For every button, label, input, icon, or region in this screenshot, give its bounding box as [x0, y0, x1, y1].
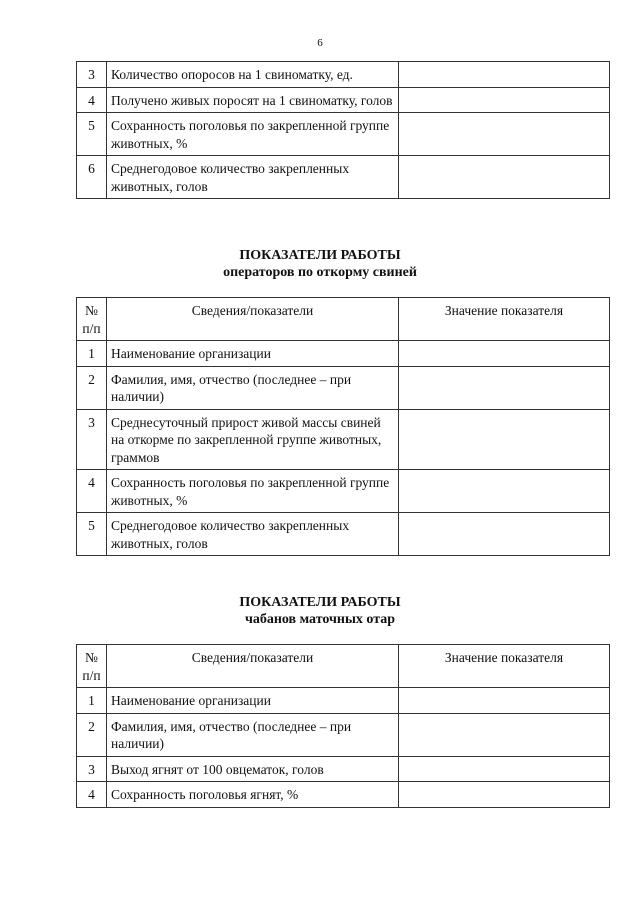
indicator-text: Среднегодовое количество закрепленных животных, голов: [107, 156, 399, 199]
section-subtitle: чабанов маточных отар: [244, 612, 396, 627]
indicator-value-cell[interactable]: [399, 756, 610, 782]
table-row: [77, 513, 610, 556]
row-number: 2: [77, 366, 107, 409]
table-header-row: [77, 645, 610, 688]
row-number: 4: [77, 470, 107, 513]
table-row: [77, 341, 610, 367]
row-number: 6: [77, 156, 107, 199]
row-number: 1: [77, 341, 107, 367]
indicator-value-cell[interactable]: [399, 62, 610, 88]
indicator-text: Сохранность поголовья по закрепленной группе животных, %: [107, 113, 399, 156]
indicator-value-cell[interactable]: [399, 782, 610, 808]
indicator-text: Количество опоросов на 1 свиноматку, ед.: [107, 62, 399, 88]
row-number: 5: [77, 113, 107, 156]
indicator-text: Наименование организации: [107, 688, 399, 714]
section-heading-fattening: [0, 247, 640, 281]
section-heading-shepherds: [0, 594, 640, 628]
column-header-value: Значение показателя: [399, 645, 610, 688]
indicator-value-cell[interactable]: [399, 156, 610, 199]
indicator-value-cell[interactable]: [399, 87, 610, 113]
column-header-info: Сведения/показатели: [107, 298, 399, 341]
indicator-value-cell[interactable]: [399, 366, 610, 409]
table-row: [77, 113, 610, 156]
table-shepherd-indicators: [76, 644, 610, 808]
table-row: [77, 87, 610, 113]
row-number: 3: [77, 756, 107, 782]
indicator-text: Среднесуточный прирост живой массы свиней на откорме по закрепленной группе животных, граммов: [107, 409, 399, 470]
row-number: 2: [77, 713, 107, 756]
section-subtitle: операторов по откорму свиней: [223, 265, 417, 280]
row-number: 5: [77, 513, 107, 556]
table-row: [77, 756, 610, 782]
table-row: [77, 366, 610, 409]
indicator-value-cell[interactable]: [399, 113, 610, 156]
table-row: [77, 713, 610, 756]
indicator-text: Наименование организации: [107, 341, 399, 367]
indicator-text: Среднегодовое количество закрепленных животных, голов: [107, 513, 399, 556]
indicator-value-cell[interactable]: [399, 688, 610, 714]
indicator-text: Получено живых поросят на 1 свиноматку, голов: [107, 87, 399, 113]
table-row: [77, 409, 610, 470]
table-row: [77, 688, 610, 714]
indicator-value-cell[interactable]: [399, 470, 610, 513]
column-header-number: № п/п: [77, 645, 107, 688]
indicator-value-cell[interactable]: [399, 341, 610, 367]
table-row: [77, 156, 610, 199]
row-number: 4: [77, 87, 107, 113]
indicator-text: Фамилия, имя, отчество (последнее – при наличии): [107, 366, 399, 409]
table-row: [77, 470, 610, 513]
table-sow-indicators-continued: [76, 61, 610, 199]
row-number: 1: [77, 688, 107, 714]
table-row: [77, 62, 610, 88]
column-header-info: Сведения/показатели: [107, 645, 399, 688]
indicator-value-cell[interactable]: [399, 713, 610, 756]
table-fattening-indicators: [76, 297, 610, 556]
section-title: ПОКАЗАТЕЛИ РАБОТЫ: [239, 248, 401, 263]
row-number: 4: [77, 782, 107, 808]
table-row: [77, 782, 610, 808]
indicator-value-cell[interactable]: [399, 409, 610, 470]
column-header-number: № п/п: [77, 298, 107, 341]
row-number: 3: [77, 62, 107, 88]
row-number: 3: [77, 409, 107, 470]
section-title: ПОКАЗАТЕЛИ РАБОТЫ: [239, 595, 401, 610]
column-header-value: Значение показателя: [399, 298, 610, 341]
table-header-row: [77, 298, 610, 341]
indicator-text: Фамилия, имя, отчество (последнее – при наличии): [107, 713, 399, 756]
indicator-text: Выход ягнят от 100 овцематок, голов: [107, 756, 399, 782]
indicator-value-cell[interactable]: [399, 513, 610, 556]
page-number: 6: [317, 37, 323, 49]
indicator-text: Сохранность поголовья по закрепленной группе животных, %: [107, 470, 399, 513]
indicator-text: Сохранность поголовья ягнят, %: [107, 782, 399, 808]
